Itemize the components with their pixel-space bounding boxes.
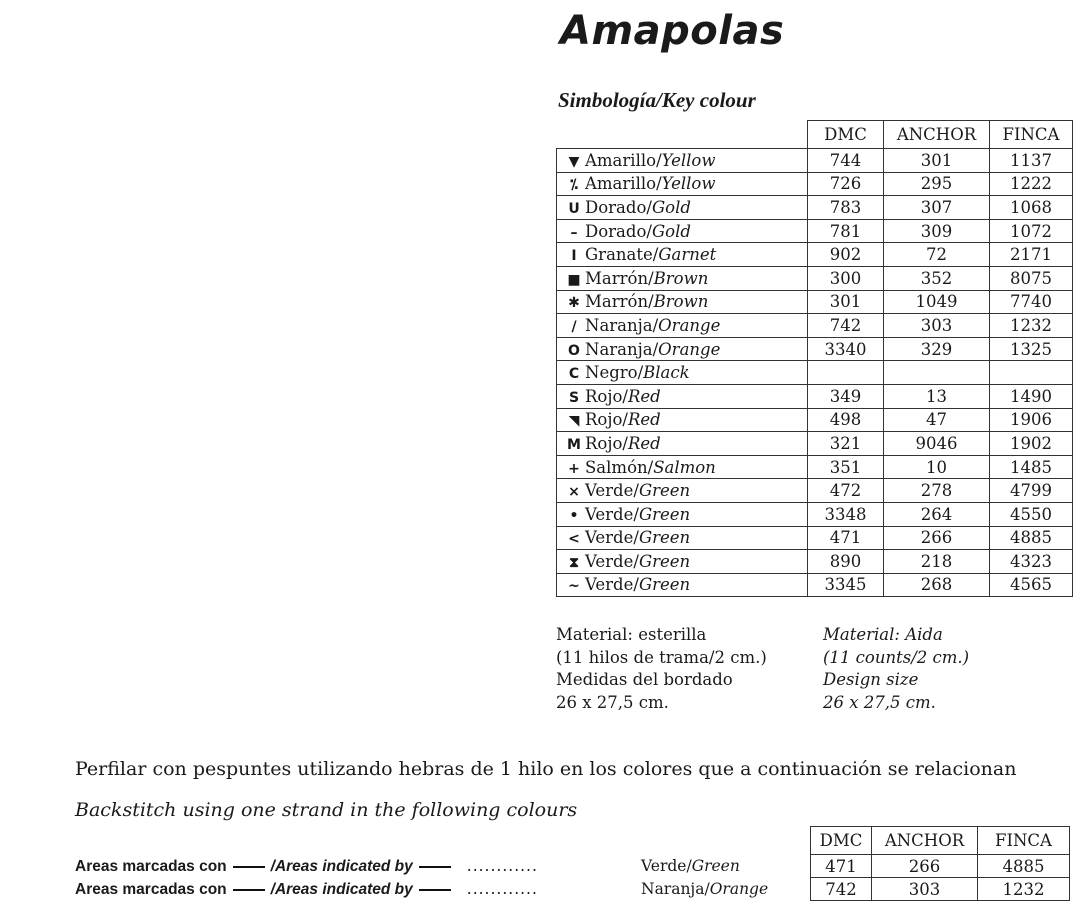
color-name-cell: ~ Verde/Green	[557, 573, 808, 597]
stitch-symbol-icon: ▼	[568, 153, 580, 170]
color-name-cell: C Negro/Black	[557, 361, 808, 385]
anchor-cell: 9046	[884, 432, 990, 456]
table-row	[557, 172, 1073, 196]
color-es: Amarillo	[585, 150, 657, 170]
bs-finca: 4885	[978, 855, 1070, 878]
color-es: Marrón	[585, 268, 649, 288]
stitch-symbol-icon: /	[571, 318, 577, 335]
dmc-cell: 349	[808, 384, 884, 408]
table-row	[557, 314, 1073, 338]
dmc-cell: 902	[808, 243, 884, 267]
material-en-line: Design size	[823, 670, 919, 689]
table-row	[557, 479, 1073, 503]
anchor-cell: 47	[884, 408, 990, 432]
table-row	[557, 266, 1073, 290]
stitch-symbol-icon: U	[568, 200, 580, 217]
finca-cell: 1902	[990, 432, 1073, 456]
color-name-cell: S Rojo/Red	[557, 384, 808, 408]
anchor-cell: 218	[884, 550, 990, 574]
stitch-symbol-icon: ~	[568, 578, 580, 595]
finca-cell: 8075	[990, 266, 1073, 290]
stitch-symbol-icon: S	[568, 389, 580, 406]
color-es: Verde	[585, 481, 634, 501]
color-es: Salmón	[585, 457, 648, 477]
color-es: Granate	[585, 245, 653, 265]
color-name-cell: ▼ Amarillo/Yellow	[557, 149, 808, 173]
material-spanish	[556, 624, 767, 714]
material-es-line: 26 x 27,5 cm.	[556, 692, 669, 712]
color-name-cell: I Granate/Garnet	[557, 243, 808, 267]
material-en-line: 26 x 27,5 cm.	[823, 692, 936, 712]
dmc-cell: 783	[808, 196, 884, 220]
anchor-cell: 264	[884, 502, 990, 526]
color-es: Verde	[585, 551, 634, 571]
dmc-cell: 781	[808, 219, 884, 243]
stitch-symbol-icon: C	[568, 366, 580, 383]
anchor-cell: 13	[884, 384, 990, 408]
table-row	[811, 855, 1070, 878]
table-row	[557, 573, 1073, 597]
bs-header-dmc: DMC	[811, 827, 872, 855]
dmc-cell: 300	[808, 266, 884, 290]
color-es: Rojo	[585, 410, 623, 430]
table-row	[557, 455, 1073, 479]
stitch-symbol-icon: +	[568, 460, 580, 477]
dmc-cell: 321	[808, 432, 884, 456]
anchor-cell: 295	[884, 172, 990, 196]
backstitch-line-icon	[419, 889, 451, 891]
dmc-cell: 726	[808, 172, 884, 196]
color-en: Brown	[653, 268, 709, 288]
bs-finca: 1232	[978, 878, 1070, 901]
finca-cell: 1068	[990, 196, 1073, 220]
header-dmc: DMC	[808, 121, 884, 149]
backstitch-table	[810, 826, 1070, 901]
material-es-line: Material: esterilla	[556, 625, 707, 644]
finca-cell: 4799	[990, 479, 1073, 503]
dmc-cell: 471	[808, 526, 884, 550]
color-en: Garnet	[658, 245, 717, 265]
dmc-cell: 498	[808, 408, 884, 432]
color-en: Green	[638, 504, 691, 524]
anchor-cell: 329	[884, 337, 990, 361]
color-en: Red	[627, 410, 661, 430]
dmc-cell: 742	[808, 314, 884, 338]
color-es: Verde	[585, 528, 634, 548]
table-row	[557, 149, 1073, 173]
anchor-cell: 268	[884, 573, 990, 597]
stitch-symbol-icon: O	[568, 342, 580, 359]
table-row	[557, 432, 1073, 456]
color-es: Dorado	[585, 221, 647, 241]
stitch-symbol-icon: ⁒	[570, 177, 578, 194]
stitch-symbol-icon: ×	[568, 484, 580, 501]
backstitch-line-icon	[233, 866, 265, 868]
material-es-line: Medidas del bordado	[556, 670, 733, 689]
table-row	[557, 502, 1073, 526]
dmc-cell: 3340	[808, 337, 884, 361]
finca-cell: 1490	[990, 384, 1073, 408]
table-row	[811, 878, 1070, 901]
backstitch-instruction-en: Backstitch using one strand in the following colours	[75, 799, 578, 821]
material-es-line: (11 hilos de trama/2 cm.)	[556, 647, 767, 667]
dmc-cell: 3348	[808, 502, 884, 526]
color-es: Naranja	[585, 339, 653, 359]
color-es: Negro	[585, 363, 638, 383]
stitch-symbol-icon: I	[571, 248, 577, 265]
color-name-cell: ■ Marrón/Brown	[557, 266, 808, 290]
backstitch-row	[75, 880, 769, 899]
stitch-symbol-icon: •	[569, 507, 579, 524]
finca-cell: 4323	[990, 550, 1073, 574]
stitch-symbol-icon: ■	[567, 271, 581, 288]
color-es: Naranja	[585, 315, 653, 335]
anchor-cell: 10	[884, 455, 990, 479]
color-name-cell: / Naranja/Orange	[557, 314, 808, 338]
anchor-cell: 301	[884, 149, 990, 173]
key-table-header-blank	[557, 121, 808, 149]
bs-anchor: 303	[872, 878, 978, 901]
color-name-cell: M Rojo/Red	[557, 432, 808, 456]
anchor-cell	[884, 361, 990, 385]
color-es: Naranja	[641, 880, 705, 898]
color-en: Orange	[709, 880, 769, 898]
table-row	[557, 384, 1073, 408]
stitch-symbol-icon: ◥	[568, 413, 580, 430]
anchor-cell: 307	[884, 196, 990, 220]
color-es: Marrón	[585, 292, 649, 312]
backstitch-table-header	[811, 827, 1070, 855]
color-es: Dorado	[585, 197, 647, 217]
color-en: Gold	[651, 197, 691, 217]
color-name-cell: • Verde/Green	[557, 502, 808, 526]
finca-cell: 4885	[990, 526, 1073, 550]
stitch-symbol-icon: –	[570, 224, 578, 241]
key-colour-heading: Simbología/Key colour	[558, 88, 756, 112]
anchor-cell: 72	[884, 243, 990, 267]
color-en: Green	[638, 528, 691, 548]
color-en: Green	[638, 551, 691, 571]
finca-cell: 1906	[990, 408, 1073, 432]
color-en: Green	[638, 481, 691, 501]
backstitch-line-icon	[419, 866, 451, 868]
finca-cell: 1072	[990, 219, 1073, 243]
color-es: Verde	[641, 857, 687, 875]
backstitch-color: Naranja/Orange	[641, 880, 769, 898]
header-anchor: ANCHOR	[884, 121, 990, 149]
finca-cell: 1485	[990, 455, 1073, 479]
table-row	[557, 361, 1073, 385]
color-name-cell: U Dorado/Gold	[557, 196, 808, 220]
color-name-cell: < Verde/Green	[557, 526, 808, 550]
key-table-header	[557, 121, 1073, 149]
header-finca: FINCA	[990, 121, 1073, 149]
color-es: Rojo	[585, 433, 623, 453]
dmc-cell: 351	[808, 455, 884, 479]
dmc-cell: 301	[808, 290, 884, 314]
color-en: Brown	[653, 292, 709, 312]
bs-dmc: 471	[811, 855, 872, 878]
material-english	[823, 624, 969, 714]
color-en: Orange	[658, 315, 721, 335]
color-name-cell: ⁒ Amarillo/Yellow	[557, 172, 808, 196]
areas-label-en: /Areas indicated by	[270, 858, 413, 875]
finca-cell: 7740	[990, 290, 1073, 314]
table-row	[557, 526, 1073, 550]
dmc-cell: 472	[808, 479, 884, 503]
color-name-cell: ⧗ Verde/Green	[557, 550, 808, 574]
finca-cell: 4565	[990, 573, 1073, 597]
areas-label-en: /Areas indicated by	[270, 881, 413, 898]
color-en: Red	[627, 433, 661, 453]
finca-cell: 1232	[990, 314, 1073, 338]
color-name-cell: × Verde/Green	[557, 479, 808, 503]
leader-dots: ............	[466, 880, 538, 898]
color-es: Verde	[585, 504, 634, 524]
anchor-cell: 1049	[884, 290, 990, 314]
areas-label-es: Areas marcadas con	[75, 881, 227, 898]
color-name-cell: + Salmón/Salmon	[557, 455, 808, 479]
material-en-line: (11 counts/2 cm.)	[823, 647, 970, 667]
backstitch-row	[75, 857, 740, 876]
bs-dmc: 742	[811, 878, 872, 901]
color-en: Orange	[658, 339, 721, 359]
color-es: Rojo	[585, 386, 623, 406]
dmc-cell: 890	[808, 550, 884, 574]
finca-cell	[990, 361, 1073, 385]
leader-dots: ............	[466, 857, 538, 875]
anchor-cell: 303	[884, 314, 990, 338]
page-title: Amapolas	[560, 8, 785, 54]
color-en: Green	[691, 857, 740, 875]
stitch-symbol-icon: <	[568, 531, 580, 548]
color-en: Salmon	[653, 457, 716, 477]
anchor-cell: 278	[884, 479, 990, 503]
stitch-symbol-icon: ✱	[568, 295, 580, 312]
areas-label-es: Areas marcadas con	[75, 858, 227, 875]
color-es: Amarillo	[585, 174, 657, 194]
table-row	[557, 243, 1073, 267]
color-en: Yellow	[661, 150, 716, 170]
key-colour-table	[556, 120, 1073, 597]
table-row	[557, 219, 1073, 243]
dmc-cell: 3345	[808, 573, 884, 597]
bs-anchor: 266	[872, 855, 978, 878]
stitch-symbol-icon: M	[567, 436, 581, 453]
dmc-cell: 744	[808, 149, 884, 173]
table-row	[557, 290, 1073, 314]
anchor-cell: 352	[884, 266, 990, 290]
color-es: Verde	[585, 575, 634, 595]
backstitch-instruction-es: Perfilar con pespuntes utilizando hebras de 1 hilo en los colores que a continuación se relacionan	[75, 758, 1017, 780]
dmc-cell	[808, 361, 884, 385]
table-row	[557, 550, 1073, 574]
color-en: Black	[643, 363, 690, 383]
color-name-cell: – Dorado/Gold	[557, 219, 808, 243]
stitch-symbol-icon: ⧗	[569, 554, 579, 571]
finca-cell: 4550	[990, 502, 1073, 526]
color-name-cell: ✱ Marrón/Brown	[557, 290, 808, 314]
material-en-line: Material: Aida	[823, 625, 943, 644]
bs-header-anchor: ANCHOR	[872, 827, 978, 855]
color-name-cell: O Naranja/Orange	[557, 337, 808, 361]
bs-header-finca: FINCA	[978, 827, 1070, 855]
finca-cell: 1222	[990, 172, 1073, 196]
color-en: Red	[627, 386, 661, 406]
finca-cell: 1325	[990, 337, 1073, 361]
color-en: Gold	[651, 221, 691, 241]
color-name-cell: ◥ Rojo/Red	[557, 408, 808, 432]
table-row	[557, 337, 1073, 361]
anchor-cell: 266	[884, 526, 990, 550]
backstitch-line-icon	[233, 889, 265, 891]
table-row	[557, 196, 1073, 220]
backstitch-color: Verde/Green	[641, 857, 740, 875]
finca-cell: 1137	[990, 149, 1073, 173]
color-en: Green	[638, 575, 691, 595]
color-en: Yellow	[661, 174, 716, 194]
anchor-cell: 309	[884, 219, 990, 243]
table-row	[557, 408, 1073, 432]
finca-cell: 2171	[990, 243, 1073, 267]
